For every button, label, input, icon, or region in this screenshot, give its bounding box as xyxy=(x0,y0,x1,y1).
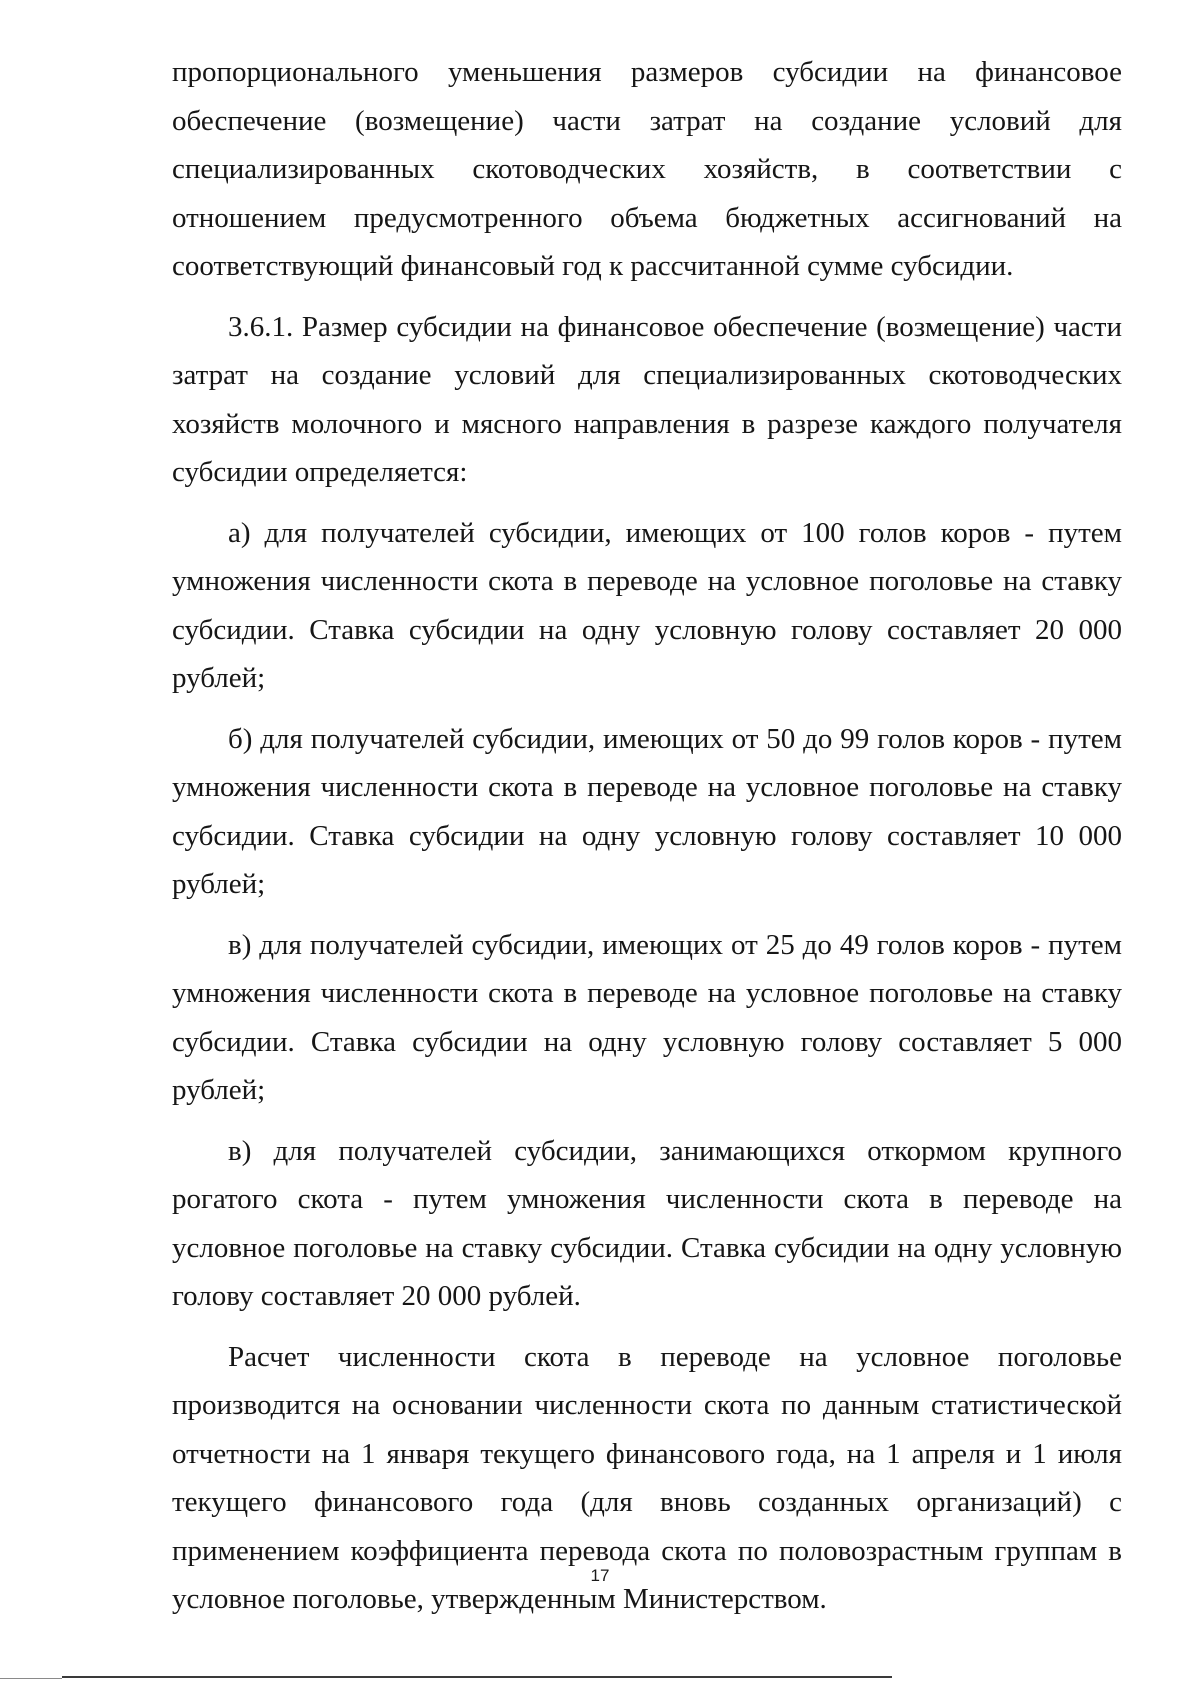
paragraph-3-6-1: 3.6.1. Размер субсидии на финансовое обеспечение (возмещение) части затрат на создание условий для специализированных скотоводческих хозяйств молочного и мясного направления в разрезе каждого получателя субсидии определяется: xyxy=(172,310,1122,488)
paragraph-item-v-first: в) для получателей субсидии, имеющих от 25 до 49 голов коров - путем умножения численности скота в переводе на условное поголовье на ставку субсидии. Ставка субсидии на одну условную голову составляет 5 000 рублей; xyxy=(172,928,1122,1106)
paragraph-calculation: Расчет численности скота в переводе на условное поголовье производится на основании численности скота по данным статистической отчетности на 1 января текущего финансового года, на 1 апреля и 1 июля текущего финансового года (для вновь созданных организаций) с применением коэффициента перевода скота по половозрастным группам в условное поголовье, утвержденным Министерством. xyxy=(172,1340,1122,1615)
paragraph-item-a: а) для получателей субсидии, имеющих от 100 голов коров - путем умножения численности скота в переводе на условное поголовье на ставку субсидии. Ставка субсидии на одну условную голову составляет 20 000 рублей; xyxy=(172,516,1122,694)
paragraph-item-b: б) для получателей субсидии, имеющих от 50 до 99 голов коров - путем умножения численности скота в переводе на условное поголовье на ставку субсидии. Ставка субсидии на одну условную голову составляет 10 000 рублей; xyxy=(172,722,1122,900)
page-number: 17 xyxy=(590,1566,610,1585)
paragraph-continuation: пропорционального уменьшения размеров субсидии на финансовое обеспечение (возмещение) части затрат на создание условий для специализированных скотоводческих хозяйств, в соответствии с отношением предусмотренного объема бюджетных ассигнований на соответствующий финансовый год к рассчитанной сумме субсидии. xyxy=(172,56,1122,282)
scan-edge-line xyxy=(62,1676,892,1678)
paragraph-item-v-second: в) для получателей субсидии, занимающихся откормом крупного рогатого скота - путем умножения численности скота в переводе на условное поголовье на ставку субсидии. Ставка субсидии на одну условную голову составляет 20 000 рублей. xyxy=(172,1134,1122,1312)
scan-edge-line-faint xyxy=(0,1678,62,1679)
document-body xyxy=(172,48,1122,1636)
